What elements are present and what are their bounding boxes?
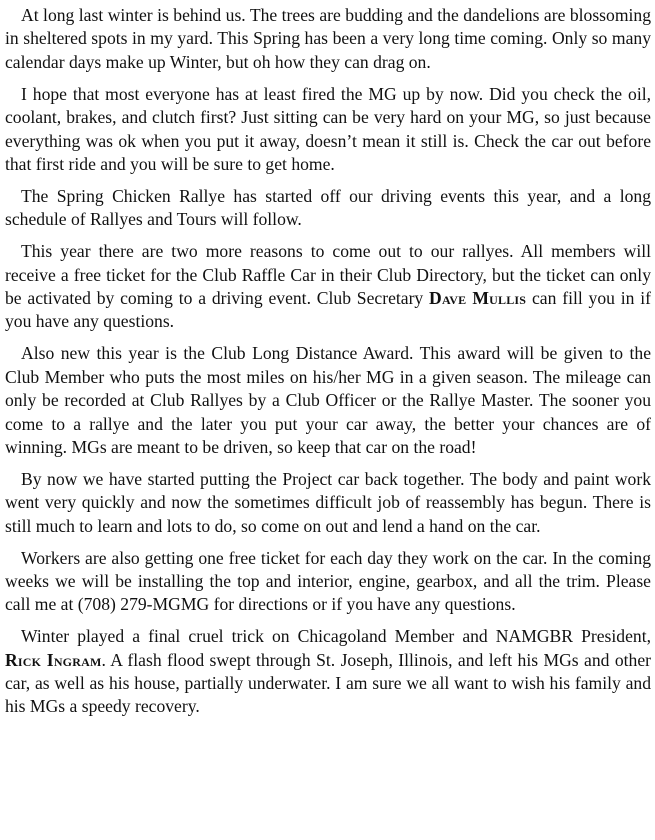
club-secretary-name: Dave Mullis: [429, 287, 527, 308]
paragraph-raffle-ticket: [5, 240, 651, 334]
paragraph-project-car: By now we have started putting the Project car back together. The body and paint work went very quickly and now the sometimes difficult job of reassembly has begun. There is still much to learn and lots to do, so come on out and lend a hand on the car.: [5, 468, 651, 536]
paragraph-flash-flood: [5, 625, 651, 719]
paragraph-spring-chicken-rallye: The Spring Chicken Rallye has started off our driving events this year, and a long schedule of Rallyes and Tours will follow.: [5, 185, 651, 230]
paragraph-text: can fill you in if you have any questions.: [5, 287, 652, 332]
paragraph-text: This year there are two more reasons to come out to our rallyes. All members will receive a free ticket for the Club Raffle Car in their Club Directory, but the ticket can only be activated by coming to a driving event. Club Secretary: [5, 241, 651, 308]
paragraph-text: Winter played a final cruel trick on Chicagoland Member and NAMGBR President,: [21, 626, 651, 647]
paragraph-workers-tickets: Workers are also getting one free ticket for each day they work on the car. In the coming weeks we will be installing the top and interior, engine, gearbox, and all the trim. Please call me at (708) 279-MGMG for directions or if you have any questions.: [5, 547, 651, 615]
paragraph-text: . A flash flood swept through St. Joseph, Illinois, and left his MGs and other car, as well as his house, partially underwater. I am sure we all want to wish his family and his MGs a speedy recovery.: [5, 649, 651, 717]
paragraph-fire-mg-up: I hope that most everyone has at least fired the MG up by now. Did you check the oil, coolant, brakes, and clutch first? Just sitting can be very hard on your MG, so just because everything was ok when you put it away, doesn’t mean it still is. Check the car out before that first ride and you will be sure to get home.: [5, 83, 651, 174]
paragraph-long-distance-award: Also new this year is the Club Long Distance Award. This award will be given to the Club Member who puts the most miles on his/her MG in a given season. The mileage can only be recorded at Club Rallyes by a Club Officer or the Rallye Master. The sooner you come to a rallye and the later you put your car away, the better your chances are of winning. MGs are meant to be driven, so keep that car on the road!: [5, 343, 651, 457]
paragraph-winter-behind: At long last winter is behind us. The trees are budding and the dandelions are blossoming in sheltered spots in my yard. This Spring has been a very long time coming. Only so many calendar days make up Winter, but oh how they can drag on.: [5, 5, 651, 72]
president-name: Rick Ingram: [5, 649, 102, 670]
